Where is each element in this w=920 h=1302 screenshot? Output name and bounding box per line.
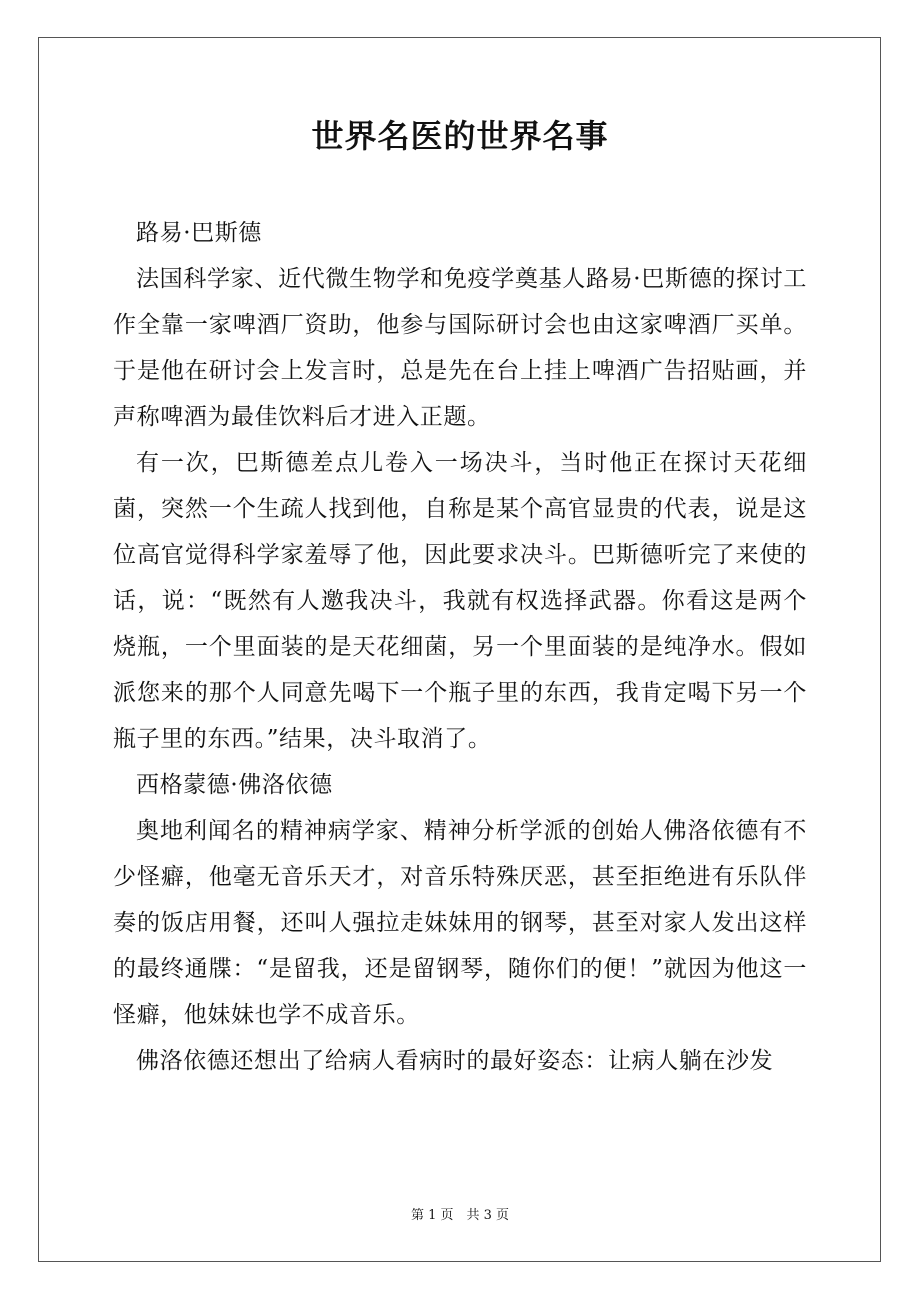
paragraph: 法国科学家、近代微生物学和免疫学奠基人路易·巴斯德的探讨工作全靠一家啤酒厂资助，他参与国际研讨会也由这家啤酒厂买单。于是他在研讨会上发言时，总是先在台上挂上啤酒广告招贴画，并声称啤酒为最佳饮料后才进入正题。	[113, 266, 807, 430]
document-body	[113, 210, 807, 1084]
section-heading-pasteur: 路易·巴斯德	[136, 220, 262, 246]
paragraph: 奥地利闻名的精神病学家、精神分析学派的创始人佛洛依德有不少怪癖，他毫无音乐天才，对音乐特殊厌恶，甚至拒绝进有乐队伴奏的饭店用餐，还叫人强拉走妹妹用的钢琴，甚至对家人发出这样的最终通牒：“是留我，还是留钢琴，随你们的便！”就因为他这一怪癖，他妹妹也学不成音乐。	[113, 818, 807, 1028]
paragraph: 佛洛依德还想出了给病人看病时的最好姿态：让病人躺在沙发	[136, 1048, 774, 1074]
section-heading-freud: 西格蒙德·佛洛依德	[136, 772, 333, 798]
page-number: 第 1 页 共 3 页	[410, 1208, 510, 1223]
document-title: 世界名医的世界名事	[311, 117, 609, 155]
paragraph: 有一次，巴斯德差点儿卷入一场决斗，当时他正在探讨天花细菌，突然一个生疏人找到他，自称是某个高官显贵的代表，说是这位高官觉得科学家羞辱了他，因此要求决斗。巴斯德听完了来使的话，说：“既然有人邀我决斗，我就有权选择武器。你看这是两个烧瓶，一个里面装的是天花细菌，另一个里面装的是纯净水。假如派您来的那个人同意先喝下一个瓶子里的东西，我肯定喝下另一个瓶子里的东西。”结果，决斗取消了。	[113, 450, 807, 752]
